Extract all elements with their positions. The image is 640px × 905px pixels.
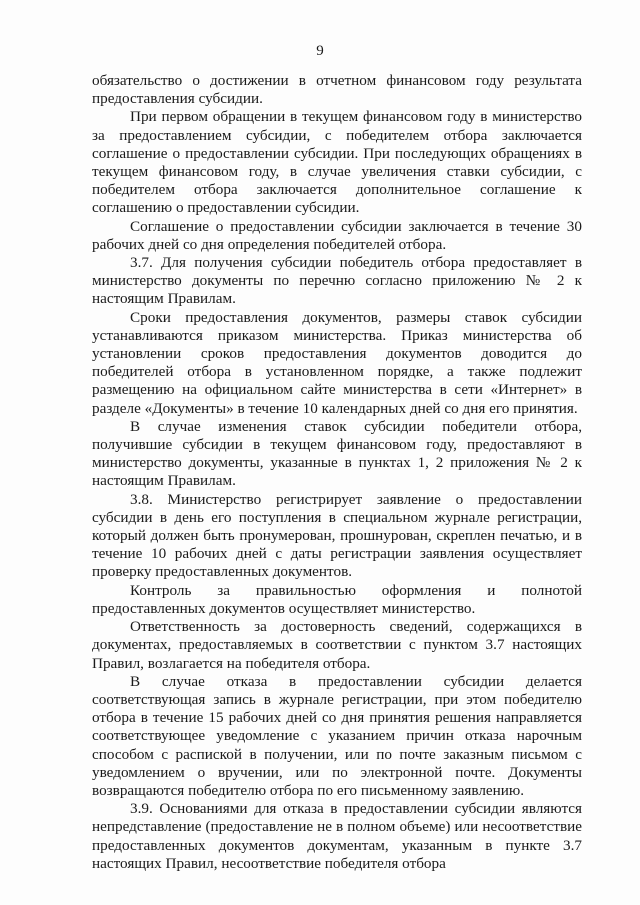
- paragraph-first-appeal: При первом обращении в текущем финансовом году в министерство за предоставлением субсидии, с победителем отбора заключается соглашение о предоставлении субсидии. При последующих обращениях в текущем финансовом году, в случае увеличения ставки субсидии, с победителем отбора заключается дополнительное соглашение к соглашению о предоставлении субсидии.: [92, 108, 582, 217]
- paragraph-responsibility: Ответственность за достоверность сведений, содержащихся в документах, предоставляемых в соответствии с пунктом 3.7 настоящих Правил, возлагается на победителя отбора.: [92, 618, 582, 672]
- paragraph-3-9: 3.9. Основаниями для отказа в предоставлении субсидии являются непредставление (предоставление не в полном объеме) или несоответствие предоставленных документов документам, указанным в пункте 3.7 настоящих Правил, несоответствие победителя отбора: [92, 800, 582, 872]
- document-body: [92, 72, 582, 873]
- paragraph-3-8: 3.8. Министерство регистрирует заявление о предоставлении субсидии в день его поступления в специальном журнале регистрации, который должен быть пронумерован, прошнурован, скреплен печатью, и в течение 10 рабочих дней с даты регистрации заявления осуществляет проверку предоставленных документов.: [92, 490, 582, 581]
- page-number: 9: [316, 43, 324, 59]
- paragraph-control: Контроль за правильностью оформления и полнотой предоставленных документов осуществляет министерство.: [92, 581, 582, 617]
- paragraph-deadlines: Сроки предоставления документов, размеры ставок субсидии устанавливаются приказом министерства. Приказ министерства об установлении сроков предоставления документов доводится до победителей отбора в установленном порядке, а также подлежит размещению на официальном сайте министерства в сети «Интернет» в разделе «Документы» в течение 10 календарных дней со дня его принятия.: [92, 308, 582, 417]
- paragraph-3-7: 3.7. Для получения субсидии победитель отбора предоставляет в министерство документы по перечню согласно приложению № 2 к настоящим Правилам.: [92, 254, 582, 308]
- paragraph-rate-change: В случае изменения ставок субсидии победители отбора, получившие субсидии в текущем финансовом году, предоставляют в министерство документы, указанные в пунктах 1, 2 приложения № 2 к настоящим Правилам.: [92, 417, 582, 490]
- paragraph-agreement-term: Соглашение о предоставлении субсидии заключается в течение 30 рабочих дней со дня определения победителей отбора.: [92, 217, 582, 253]
- paragraph-continuation: обязательство о достижении в отчетном финансовом году результата предоставления субсидии.: [92, 72, 582, 108]
- paragraph-refusal: В случае отказа в предоставлении субсидии делается соответствующая запись в журнале регистрации, при этом победителю отбора в течение 15 рабочих дней со дня принятия решения направляется соответствующее уведомление с указанием причин отказа нарочным способом с распиской в получении, или по почте заказным письмом с уведомлением о вручении, или по электронной почте. Документы возвращаются победителю отбора по его письменному заявлению.: [92, 672, 582, 799]
